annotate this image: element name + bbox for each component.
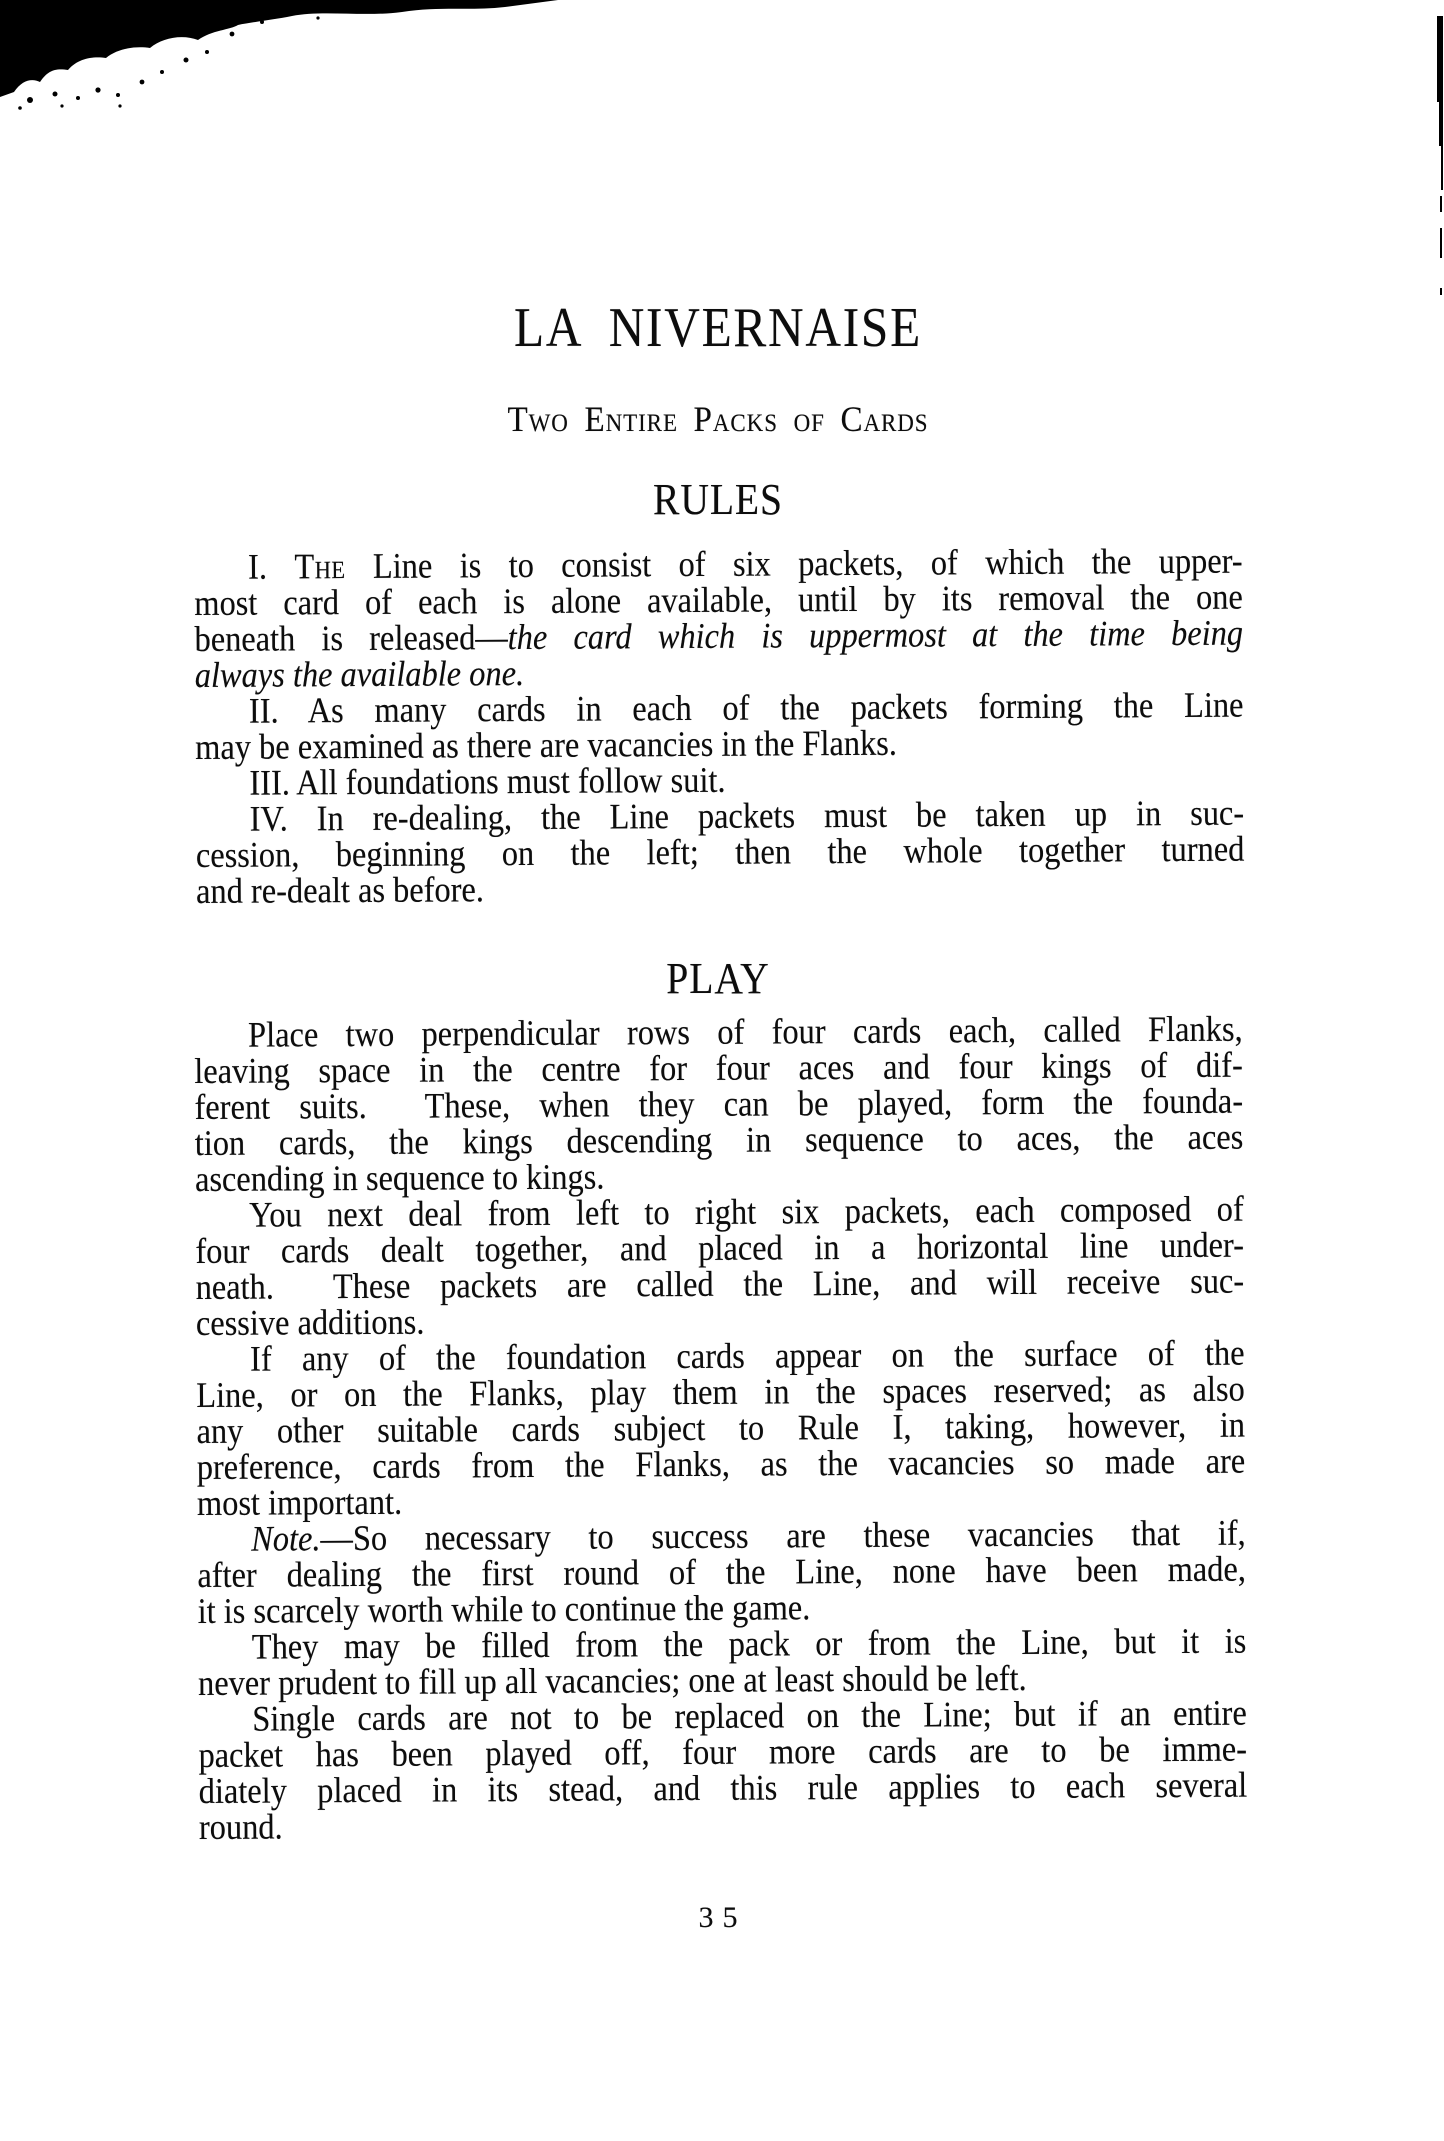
text-line: Single cards are not to be replaced on the Line; but if an entire [252, 1692, 1247, 1739]
rule-paragraph-2 [195, 684, 1244, 767]
text-line: four cards dealt together, and placed in a horizontal line under- [195, 1224, 1245, 1271]
text-line: Place two perpendicular rows of four cards each, called Flanks, [247, 1008, 1243, 1055]
text-line: Line, or on the Flanks, play them in the spaces reserved; as also [196, 1368, 1245, 1415]
play-paragraph-5 [197, 1620, 1247, 1703]
text-line: III. All foundations must follow suit. [249, 759, 726, 803]
play-paragraph-1 [194, 1008, 1244, 1199]
text-line: never prudent to fill up all vacancies; one at least should be left. [197, 1657, 1027, 1703]
text-line: tion cards, the kings descending in sequence to aces, the aces [194, 1116, 1244, 1163]
text-line: leaving space in the centre for four aces and four kings of dif- [194, 1044, 1243, 1091]
text-line: cession, beginning on the left; then the whole together turned [195, 828, 1245, 875]
text-line: If any of the foundation cards appear on the surface of the [249, 1332, 1245, 1379]
page-subtitle: Two Entire Packs of Cards [507, 399, 929, 439]
play-heading: PLAY [666, 954, 770, 1003]
text-line: IV. In re-dealing, the Line packets must be taken up in suc- [249, 792, 1245, 839]
text-line: always the available one. [194, 652, 525, 695]
text-line: packet has been played off, four more cards are to be imme- [198, 1728, 1248, 1775]
text-line: They may be filled from the pack or from the Line, but it is [251, 1620, 1247, 1667]
text-line: II. As many cards in each of the packets forming the Line [248, 684, 1244, 731]
play-paragraph-6 [198, 1692, 1248, 1847]
text-line: most important. [196, 1481, 403, 1523]
text-line: Note.—So necessary to success are these vacancies that if, [251, 1512, 1246, 1559]
text-line: round. [198, 1806, 283, 1847]
play-paragraph-3 [196, 1332, 1246, 1523]
text-line: any other suitable cards subject to Rule I, taking, however, in [196, 1404, 1246, 1451]
text-line: cessive additions. [195, 1301, 425, 1343]
text-line: neath. These packets are called the Line, and will receive suc- [195, 1260, 1245, 1307]
page-title: LA NIVERNAISE [514, 297, 922, 359]
rules-section [194, 540, 1245, 911]
text-line: I. The Line is to consist of six packets, of which the upper- [247, 540, 1243, 587]
page-number: 35 [698, 1901, 747, 1934]
text-line: may be examined as there are vacancies in the Flanks. [195, 722, 898, 767]
text-line: You next deal from left to right six packets, each composed of [249, 1188, 1244, 1235]
text-line: ferent suits. These, when they can be played, form the founda- [194, 1080, 1244, 1127]
play-paragraph-4 [197, 1512, 1247, 1631]
rules-heading: RULES [653, 475, 783, 524]
rule-paragraph-1 [194, 540, 1244, 695]
page-content [194, 0, 1248, 1934]
text-line: after dealing the first round of the Line, none have been made, [197, 1548, 1247, 1595]
text-line: diately placed in its stead, and this rule applies to each several [198, 1764, 1248, 1811]
text-line: and re-dealt as before. [195, 869, 485, 911]
text-line: most card of each is alone available, until by its removal the one [194, 576, 1243, 623]
text-line: preference, cards from the Flanks, as the vacancies so made are [196, 1440, 1246, 1487]
scan-edge-marks [1436, 0, 1444, 300]
text-line: beneath is released—the card which is uppermost at the time being [194, 612, 1244, 659]
play-section [194, 1008, 1248, 1847]
rule-paragraph-4 [195, 792, 1245, 911]
play-paragraph-2 [195, 1188, 1245, 1343]
text-line: ascending in sequence to kings. [194, 1156, 605, 1199]
text-line: it is scarcely worth while to continue the game. [197, 1587, 811, 1631]
